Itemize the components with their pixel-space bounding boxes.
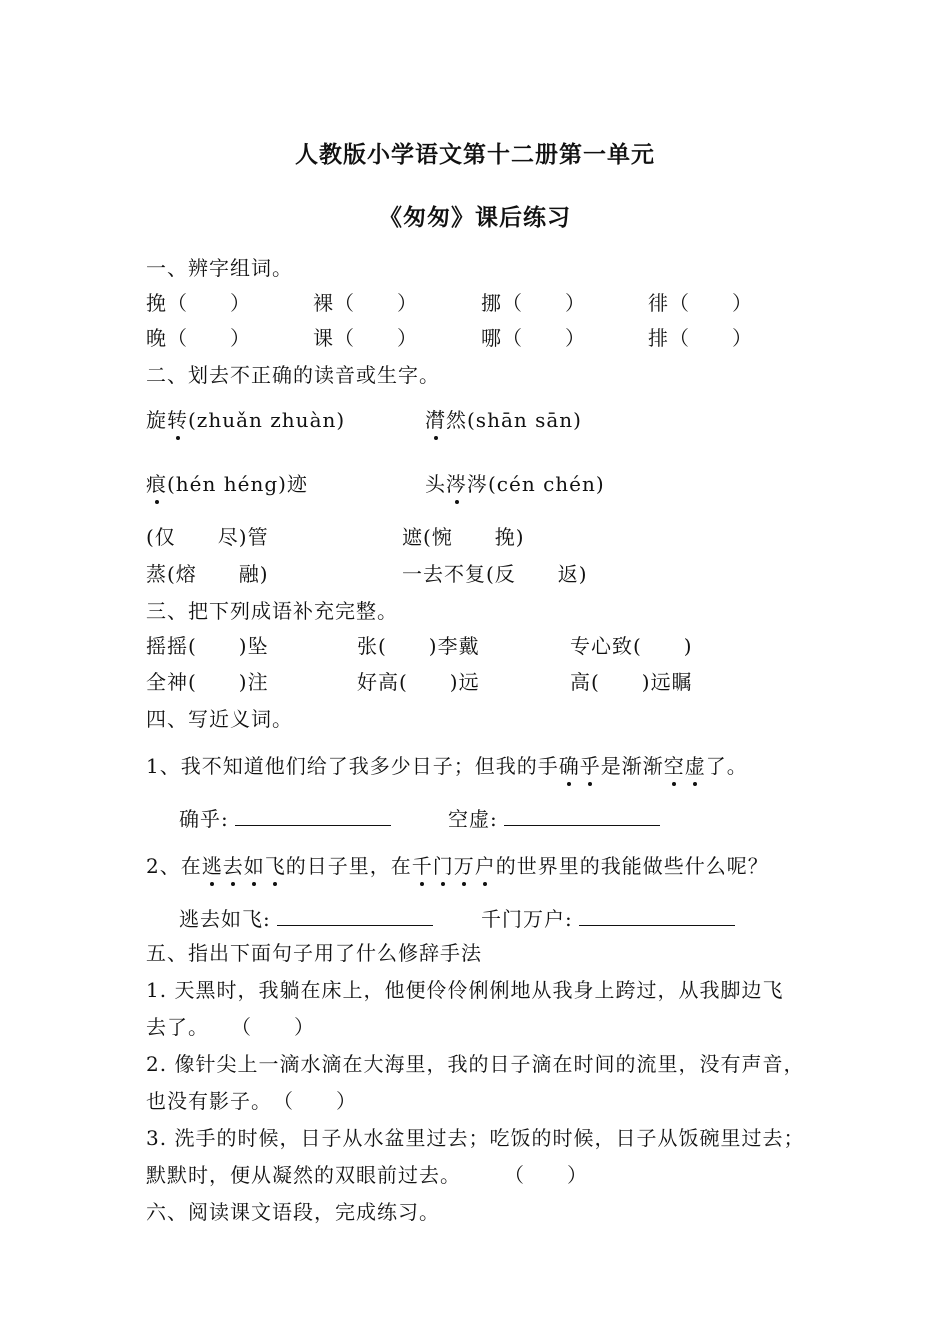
word-item: 哪（ ） (481, 326, 586, 350)
dotted-char: 如 (244, 850, 265, 879)
text: 的世界里的我能做些什么呢？ (495, 854, 769, 878)
section-6-heading: 六、阅读课文语段，完成练习。 (146, 1200, 440, 1224)
dotted-char: 飞 (265, 850, 286, 879)
word-item: 裸（ ） (313, 291, 418, 315)
dotted-char: 万 (454, 850, 475, 879)
dotted-char: 转 (167, 404, 188, 433)
section-5-heading: 五、指出下面句子用了什么修辞手法 (146, 941, 482, 965)
answer-label: 空虚: (448, 807, 498, 831)
answer-field (448, 803, 660, 832)
question-2 (146, 850, 769, 879)
text: (hén héng)迹 (167, 472, 308, 496)
char-choice: 遮(惋 挽) (402, 525, 525, 549)
dotted-char: 涔 (446, 468, 467, 497)
pinyin-item (425, 404, 582, 433)
text: 然(shān sān) (446, 408, 582, 432)
word-item: 排（ ） (648, 326, 753, 350)
answer-label: 千门万户: (481, 907, 573, 931)
answer-field (179, 803, 391, 832)
answer-blank[interactable] (579, 907, 735, 926)
char-choice: 蒸(熔 融) (146, 562, 269, 586)
text: 的日子里，在 (285, 854, 412, 878)
answer-field (481, 903, 735, 932)
idiom-item: 高( )远瞩 (570, 670, 693, 694)
rhetoric-line: 1. 天黑时，我躺在床上，他便伶伶俐俐地从我身上跨过，从我脚边飞 (146, 978, 784, 1002)
dotted-char: 乎 (580, 750, 601, 779)
rhetoric-line: 默默时，便从凝然的双眼前过去。 （ ） (146, 1163, 588, 1187)
pinyin-item (425, 468, 605, 497)
idiom-item: 好高( )远 (357, 670, 480, 694)
answer-label: 逃去如飞: (179, 907, 271, 931)
text: 1、我不知道他们给了我多少日子；但我的手 (146, 754, 559, 778)
word-item: 课（ ） (313, 326, 418, 350)
dotted-char: 千 (412, 850, 433, 879)
pinyin-item (146, 468, 308, 497)
answer-blank[interactable] (504, 807, 660, 826)
section-4-heading: 四、写近义词。 (146, 707, 293, 731)
answer-label: 确乎: (179, 807, 229, 831)
idiom-item: 张( )李戴 (357, 634, 480, 658)
text: 了。 (705, 754, 748, 778)
text: 涔(cén chén) (467, 472, 605, 496)
dotted-char: 痕 (146, 468, 167, 497)
dotted-char: 门 (433, 850, 454, 879)
idiom-item: 全神( )注 (146, 670, 269, 694)
dotted-char: 去 (223, 850, 244, 879)
text: (zhuǎn zhuàn) (188, 408, 346, 432)
idiom-item: 专心致( ) (570, 634, 693, 658)
rhetoric-line: 去了。 （ ） (146, 1015, 315, 1039)
page-title: 人教版小学语文第十二册第一单元 (295, 141, 655, 168)
char-choice: (仅 尽)管 (146, 525, 269, 549)
dotted-char: 虚 (685, 750, 706, 779)
text: 2、在 (146, 854, 202, 878)
text: 是渐渐 (600, 754, 664, 778)
rhetoric-line: 2. 像针尖上一滴水滴在大海里，我的日子滴在时间的流里，没有声音， (146, 1052, 805, 1076)
dotted-char: 确 (559, 750, 580, 779)
char-choice: 一去不复(反 返) (402, 562, 588, 586)
question-1 (146, 750, 748, 779)
word-item: 徘（ ） (648, 291, 753, 315)
section-2-heading: 二、划去不正确的读音或生字。 (146, 363, 440, 387)
text: 头 (425, 472, 446, 496)
answer-field (179, 903, 433, 932)
word-item: 挽（ ） (146, 291, 251, 315)
idiom-item: 摇摇( )坠 (146, 634, 269, 658)
word-item: 挪（ ） (481, 291, 586, 315)
dotted-char: 空 (664, 750, 685, 779)
word-item: 晚（ ） (146, 326, 251, 350)
section-1-heading: 一、辨字组词。 (146, 256, 293, 280)
page-subtitle: 《匆匆》课后练习 (379, 204, 571, 231)
pinyin-item (146, 404, 345, 433)
rhetoric-line: 3. 洗手的时候，日子从水盆里过去；吃饭的时候，日子从饭碗里过去； (146, 1126, 805, 1150)
dotted-char: 逃 (202, 850, 223, 879)
answer-blank[interactable] (235, 807, 391, 826)
text: 旋 (146, 408, 167, 432)
section-3-heading: 三、把下列成语补充完整。 (146, 599, 398, 623)
rhetoric-line: 也没有影子。 （ ） (146, 1089, 357, 1113)
answer-blank[interactable] (277, 907, 433, 926)
dotted-char: 潸 (425, 404, 446, 433)
dotted-char: 户 (475, 850, 496, 879)
